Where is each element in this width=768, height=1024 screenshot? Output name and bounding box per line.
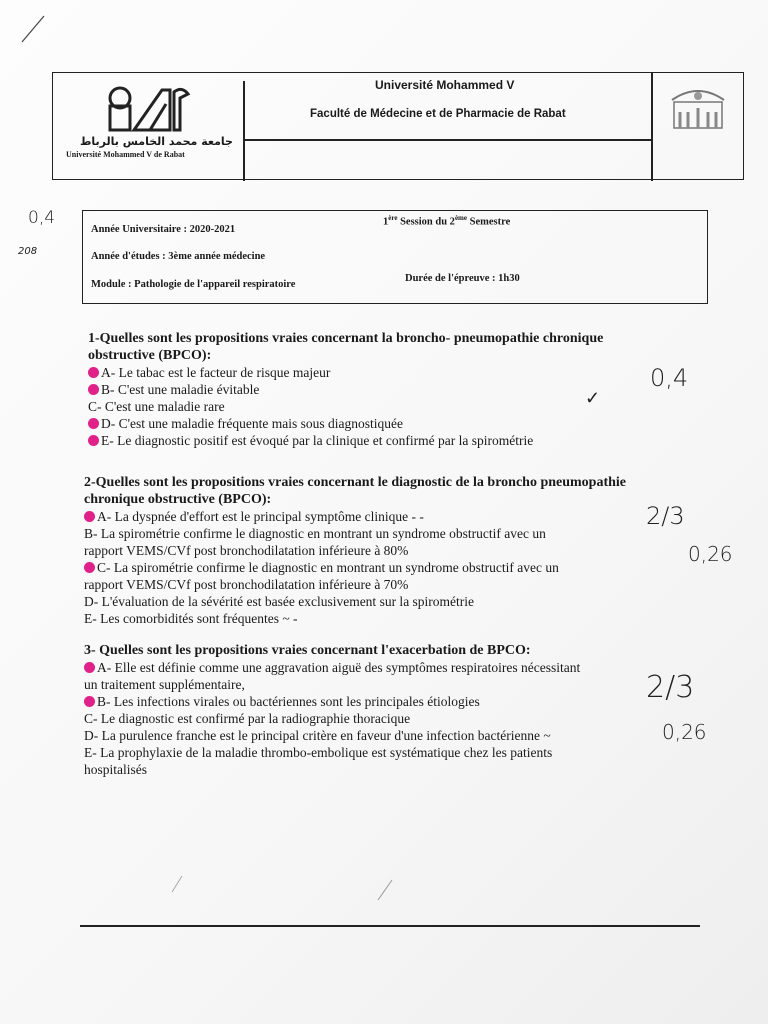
handwritten-q3-fraction: 2/3 (646, 670, 695, 705)
faculty-title: Faculté de Médecine et de Pharmacie de Rabat (310, 108, 566, 120)
logo-caption: Université Mohammed V de Rabat (66, 150, 185, 159)
answer-option-text: D- La purulence franche est le principal critère en faveur d'une infection bactérienne ~ (84, 728, 551, 743)
handwritten-check: ✓ (585, 388, 601, 409)
handwritten-q1-score: 0,4 (650, 364, 689, 392)
study-year: Année d'études : 3ème année médecine (91, 251, 266, 262)
module-name: Module : Pathologie de l'appareil respiratoire (91, 279, 296, 290)
answer-option-text: D- L'évaluation de la sévérité est basée exclusivement sur la spirométrie (84, 594, 475, 609)
handwritten-q2-score: 0,26 (688, 542, 733, 566)
handwritten-q2-fraction: 2/3 (646, 502, 685, 530)
answer-option-text: E- La prophylaxie de la maladie thrombo-embolique est systématique chez les patients (84, 745, 553, 760)
exam-duration: Durée de l'épreuve : 1h30 (405, 273, 520, 284)
academic-year: Année Universitaire : 2020-2021 (91, 224, 236, 235)
question-title: obstructive (BPCO): (88, 348, 212, 363)
handwritten-margin-score: 0,4 (28, 208, 56, 228)
answer-option-text: B- La spirométrie confirme le diagnostic en montrant un syndrome obstructif avec un (84, 526, 546, 541)
logo-arabic: جامعة محمد الخامس بالرباط (80, 135, 233, 148)
answer-option-text: C- La spirométrie confirme le diagnostic en montrant un syndrome obstructif avec un (97, 560, 559, 575)
answer-option-text: B- C'est une maladie évitable (101, 382, 260, 397)
university-title: Université Mohammed V (375, 78, 515, 92)
bottom-rule (80, 925, 700, 927)
answer-option-text: E- Les comorbidités sont fréquentes ~ - (84, 611, 298, 626)
handwritten-margin-note: 208 (18, 246, 38, 257)
answer-option-text: rapport VEMS/CVf post bronchodilatation inférieure à 80% (84, 543, 409, 558)
answer-option-text: hospitalisés (84, 762, 147, 777)
answer-option-text: B- Les infections virales ou bactériennes sont les principales étiologies (97, 694, 480, 709)
answer-option-text: un traitement supplémentaire, (84, 677, 245, 692)
question-title: 2-Quelles sont les propositions vraies concernant le diagnostic de la broncho pneumopathie (84, 475, 627, 490)
answer-option-text: A- Le tabac est le facteur de risque majeur (101, 365, 331, 380)
answer-option-text: C- C'est une maladie rare (88, 399, 225, 414)
question-title: 1-Quelles sont les propositions vraies concernant la broncho- pneumopathie chronique (88, 331, 604, 346)
handwritten-q3-score: 0,26 (662, 720, 707, 744)
session-label: 1ère Session du 2ème Semestre (383, 214, 511, 228)
answer-option-text: A- Elle est définie comme une aggravation aiguë des symptômes respiratoires nécessitant (97, 660, 581, 675)
question-title: chronique obstructive (BPCO): (84, 492, 272, 507)
answer-option-text: C- Le diagnostic est confirmé par la radiographie thoracique (84, 711, 411, 726)
answer-option-text: A- La dyspnée d'effort est le principal symptôme clinique - - (97, 509, 424, 524)
question-title: 3- Quelles sont les propositions vraies concernant l'exacerbation de BPCO: (84, 643, 531, 658)
answer-option-text: D- C'est une maladie fréquente mais sous diagnostiquée (101, 416, 403, 431)
answer-option-text: rapport VEMS/CVf post bronchodilatation inférieure à 70% (84, 577, 409, 592)
answer-option-text: E- Le diagnostic positif est évoqué par la clinique et confirmé par la spirométrie (101, 433, 534, 448)
